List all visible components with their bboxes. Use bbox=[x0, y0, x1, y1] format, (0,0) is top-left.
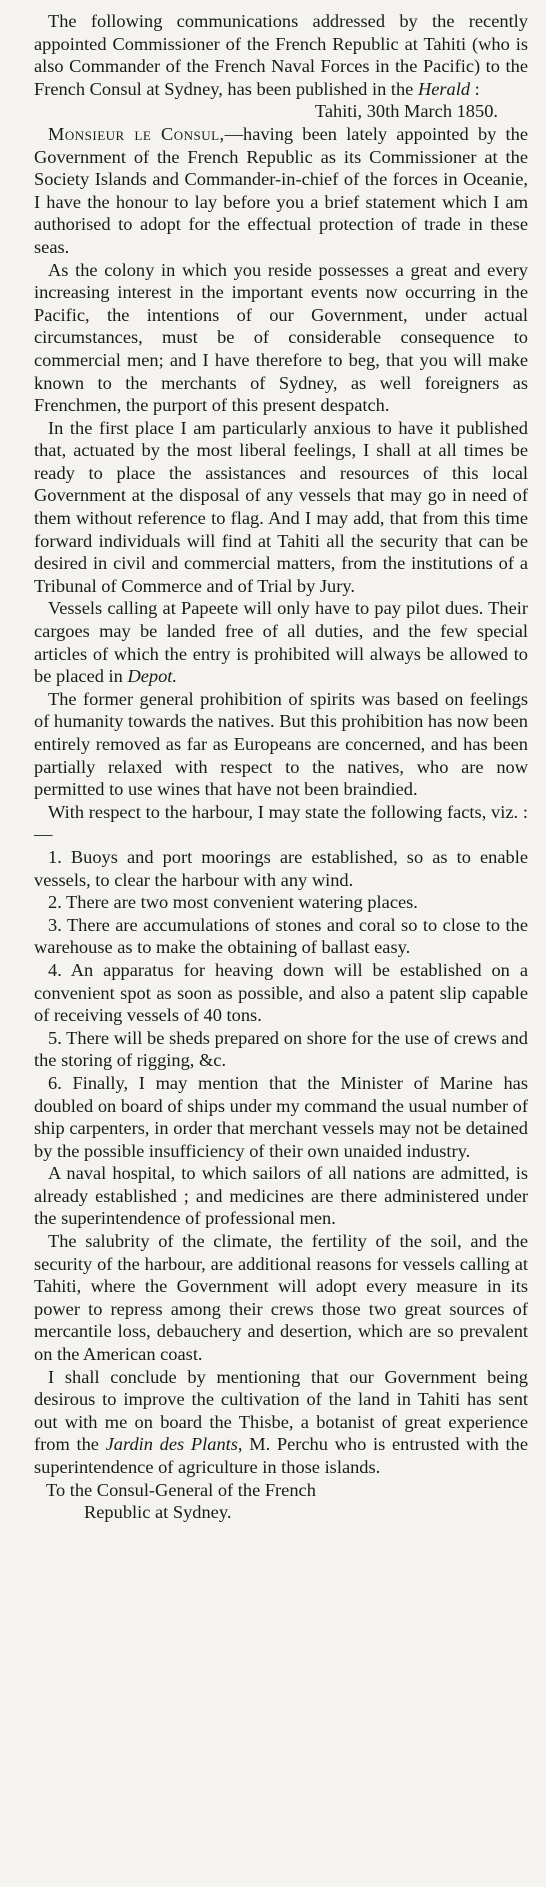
paragraph-4-text: Vessels calling at Papeete will only have to pay pilot dues. Their cargoes may be landed free of all duties, and the few special articles of which the entry is prohibited will always be allowed to be placed in bbox=[34, 598, 528, 687]
jardin-des-plants: Jardin des Plants bbox=[105, 1434, 238, 1455]
paragraph-3: In the first place I am particularly anxious to have it published that, actuated by the most liberal feelings, I shall at all times be ready to place the assistances and resources of this local Government at the disposal of any vessels that may go in need of them without reference to flag. And I may add, that from this time forward individuals will find at Tahiti all the security that can be desired in civil and commercial matters, from the institutions of a Tribunal of Commerce and of Trial by Jury. bbox=[34, 417, 528, 596]
paragraph-1 bbox=[34, 123, 528, 259]
paragraph-2: As the colony in which you reside possesses a great and every increasing interest in the important events now occurring in the Pacific, the intentions of our Government, under actual circumstances, must be of considerable consequence to commercial men; and I have therefore to beg, that you will make known to the merchants of Sydney, as well foreigners as Frenchmen, the purport of this present despatch. bbox=[34, 259, 528, 416]
signoff-line-1: To the Consul-General of the French bbox=[46, 1479, 316, 1500]
paragraph-9 bbox=[34, 1366, 528, 1479]
paragraph-9-text: I shall conclude by mentioning that our Government being desirous to improve the cultivation of the land in Tahiti has sent out with me on board the Thisbe, a botanist of great experience from the bbox=[34, 1366, 528, 1455]
paragraph-1-text: —having been lately appointed by the Government of the French Republic as its Commissioner at the Society Islands and Commander-in-chief of the forces in Oceanie, I have the honour to lay before you a brief statement which I am authorised to adopt for the effectual protection of trade in these seas. bbox=[34, 123, 528, 257]
paragraph-5: The former general prohibition of spirits was based on feelings of humanity towards the natives. But this prohibition has now been entirely removed as far as Europeans are concerned, and has been partially relaxed with respect to the natives, who are now permitted to use wines that have not been braindied. bbox=[34, 688, 528, 800]
list-item: 3. There are accumulations of stones and coral so to close to the warehouse as to make the obtaining of ballast easy. bbox=[34, 914, 528, 958]
paragraph-9-text-end: , M. Perchu who is entrusted with the superintendence of agriculture in those islands. bbox=[34, 1434, 528, 1477]
dateline: Tahiti, 30th March 1850. bbox=[314, 101, 498, 122]
intro-paragraph bbox=[34, 10, 528, 100]
salutation: Monsieur le Consul, bbox=[48, 123, 225, 144]
signoff-line-2: Republic at Sydney. bbox=[84, 1502, 232, 1523]
list-item: 1. Buoys and port moorings are established, so as to enable vessels, to clear the harbour with any wind. bbox=[34, 846, 528, 890]
paragraph-7: A naval hospital, to which sailors of all nations are admitted, is already established ; and medicines are there administered under the superintendence of professional men. bbox=[34, 1163, 528, 1229]
list-item: 5. There will be sheds prepared on shore for the use of crews and the storing of rigging, &c. bbox=[34, 1027, 528, 1071]
intro-text-end: : bbox=[470, 78, 480, 99]
paragraph-4 bbox=[34, 597, 528, 687]
depot-term: Depot. bbox=[127, 666, 177, 687]
list-item: 4. An apparatus for heaving down will be established on a convenient spot as soon as possible, and also a patent slip capable of receiving vessels of 40 tons. bbox=[34, 959, 528, 1026]
paragraph-6: With respect to the harbour, I may state the following facts, viz. :— bbox=[34, 801, 528, 845]
intro-text: The following communications addressed by the recently appointed Commissioner of the French Republic at Tahiti (who is also Commander of the French Naval Forces in the Pacific) to the French Consul at Sydney, has been published in the bbox=[34, 11, 528, 99]
newspaper-title: Herald bbox=[417, 78, 471, 99]
list-item: 6. Finally, I may mention that the Minister of Marine has doubled on board of ships under my command the usual number of ship carpenters, in order that merchant vessels may not be detained by the possible insufficiency of their own unaided industry. bbox=[34, 1072, 528, 1161]
list-item: 2. There are two most convenient watering places. bbox=[48, 892, 418, 913]
paragraph-8: The salubrity of the climate, the fertility of the soil, and the security of the harbour, are additional reasons for vessels calling at Tahiti, where the Government will adopt every measure in its power to repress among their crews those two great sources of mercantile loss, debauchery and desertion, which are so prevalent on the American coast. bbox=[34, 1231, 528, 1365]
